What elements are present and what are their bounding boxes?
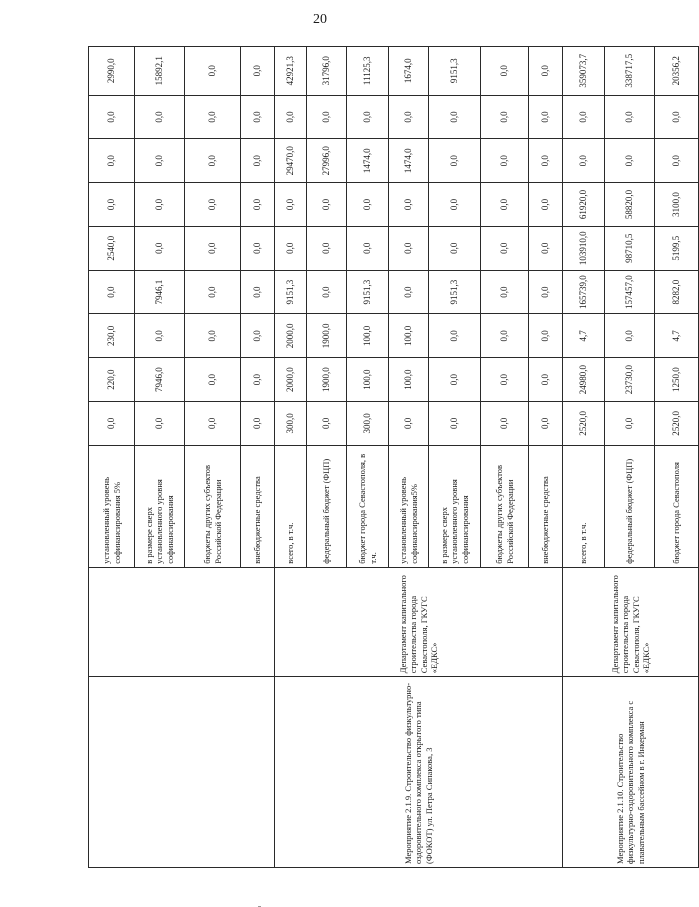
- year-value-cell: 0,0: [429, 402, 481, 446]
- funding-source: внебюджетные средства: [529, 445, 563, 567]
- total-cell: 15892,1: [135, 47, 185, 96]
- year-value-cell: 3100,0: [655, 183, 699, 227]
- year-value-cell: 0,0: [241, 402, 275, 446]
- year-value-cell: 0,0: [429, 139, 481, 183]
- year-value-cell: 0,0: [135, 226, 185, 270]
- year-value-cell: 0,0: [241, 226, 275, 270]
- measure-executor: Департамент капитального строительства города Севастополя, ГКУГС «ЕДКС»: [275, 567, 563, 676]
- year-value-cell: 220,0: [89, 358, 135, 402]
- year-value-cell: 165739,0: [563, 270, 605, 314]
- year-value-cell: 98710,5: [605, 226, 655, 270]
- total-cell: 0,0: [529, 47, 563, 96]
- total-cell: 0,0: [185, 47, 241, 96]
- year-value-cell: 0,0: [529, 402, 563, 446]
- year-value-cell: 0,0: [655, 95, 699, 139]
- year-value-cell: 9151,3: [347, 270, 389, 314]
- year-value-cell: 4,7: [563, 314, 605, 358]
- year-value-cell: 0,0: [529, 95, 563, 139]
- year-value-cell: 0,0: [605, 402, 655, 446]
- year-value-cell: 2540,0: [89, 226, 135, 270]
- total-cell: 20356,2: [655, 47, 699, 96]
- year-value-cell: 0,0: [481, 226, 529, 270]
- year-value-cell: 5199,5: [655, 226, 699, 270]
- year-value-cell: 0,0: [605, 314, 655, 358]
- year-value-cell: 0,0: [429, 314, 481, 358]
- year-value-cell: 0,0: [185, 139, 241, 183]
- year-value-cell: 0,0: [241, 95, 275, 139]
- total-cell: 0,0: [241, 47, 275, 96]
- funding-source: бюджет города Севастополя, в т.ч.: [347, 445, 389, 567]
- year-value-cell: 8282,0: [655, 270, 699, 314]
- year-value-cell: 0,0: [185, 183, 241, 227]
- year-value-cell: 0,0: [481, 314, 529, 358]
- year-value-cell: 0,0: [89, 402, 135, 446]
- year-value-cell: 2000,0: [275, 358, 307, 402]
- funding-table: [88, 46, 699, 868]
- year-value-cell: 0,0: [481, 183, 529, 227]
- year-value-cell: 24980,0: [563, 358, 605, 402]
- year-value-cell: 1900,0: [307, 358, 347, 402]
- year-value-cell: 100,0: [347, 358, 389, 402]
- year-value-cell: 230,0: [89, 314, 135, 358]
- funding-source: в размере сверх установленного уровня софинансирования: [429, 445, 481, 567]
- funding-source: всего, в т.ч.: [275, 445, 307, 567]
- year-value-cell: 0,0: [605, 139, 655, 183]
- page-number: 20: [313, 12, 327, 27]
- year-value-cell: 2000,0: [275, 314, 307, 358]
- year-value-cell: 0,0: [241, 358, 275, 402]
- year-value-cell: 0,0: [389, 270, 429, 314]
- year-value-cell: 0,0: [529, 183, 563, 227]
- funding-source: бюджеты других субъектов Российской Федерации: [481, 445, 529, 567]
- total-cell: 359073,7: [563, 47, 605, 96]
- total-cell: 11125,3: [347, 47, 389, 96]
- year-value-cell: 100,0: [389, 314, 429, 358]
- year-value-cell: 0,0: [307, 270, 347, 314]
- year-value-cell: 0,0: [605, 95, 655, 139]
- year-value-cell: 100,0: [347, 314, 389, 358]
- total-cell: 42921,3: [275, 47, 307, 96]
- year-value-cell: 0,0: [135, 183, 185, 227]
- year-value-cell: 0,0: [307, 183, 347, 227]
- year-value-cell: 0,0: [241, 139, 275, 183]
- year-value-cell: 0,0: [481, 358, 529, 402]
- year-value-cell: 58820,0: [605, 183, 655, 227]
- year-value-cell: 157457,0: [605, 270, 655, 314]
- funding-source: в размере сверх установленного уровня софинансирования: [135, 445, 185, 567]
- year-value-cell: 0,0: [89, 95, 135, 139]
- year-value-cell: 0,0: [389, 95, 429, 139]
- year-value-cell: 0,0: [241, 183, 275, 227]
- total-cell: 31796,0: [307, 47, 347, 96]
- year-value-cell: 0,0: [275, 226, 307, 270]
- total-cell: 338717,5: [605, 47, 655, 96]
- year-value-cell: 0,0: [347, 226, 389, 270]
- measure-executor: [89, 567, 275, 676]
- year-value-cell: 0,0: [481, 139, 529, 183]
- funding-source: бюджеты других субъектов Российской Федерации: [185, 445, 241, 567]
- year-value-cell: 0,0: [481, 95, 529, 139]
- total-cell: 0,0: [481, 47, 529, 96]
- year-value-cell: 0,0: [529, 226, 563, 270]
- year-value-cell: 0,0: [89, 139, 135, 183]
- year-value-cell: 0,0: [389, 402, 429, 446]
- measure-name: Мероприятие 2.1.10. Строительство физкультурно-оздоровительного комплекса с плавательным бассейном в г. Инкерман: [563, 677, 699, 868]
- year-value-cell: 0,0: [529, 358, 563, 402]
- year-value-cell: 0,0: [185, 402, 241, 446]
- table-row: [563, 47, 605, 868]
- year-value-cell: 0,0: [185, 358, 241, 402]
- year-value-cell: 0,0: [307, 95, 347, 139]
- funding-source: федеральный бюджет (ФЦП): [307, 445, 347, 567]
- year-value-cell: 0,0: [307, 226, 347, 270]
- year-value-cell: 0,0: [529, 139, 563, 183]
- year-value-cell: 1474,0: [347, 139, 389, 183]
- year-value-cell: 1474,0: [389, 139, 429, 183]
- year-value-cell: 0,0: [347, 95, 389, 139]
- table-row: [275, 47, 307, 868]
- year-value-cell: 0,0: [481, 270, 529, 314]
- rotated-table-container: [88, 46, 682, 868]
- total-cell: 2990,0: [89, 47, 135, 96]
- year-value-cell: 0,0: [275, 95, 307, 139]
- year-value-cell: 0,0: [89, 270, 135, 314]
- year-value-cell: 61920,0: [563, 183, 605, 227]
- year-value-cell: 0,0: [529, 270, 563, 314]
- year-value-cell: 0,0: [135, 95, 185, 139]
- year-value-cell: 0,0: [481, 402, 529, 446]
- year-value-cell: 4,7: [655, 314, 699, 358]
- year-value-cell: 0,0: [563, 95, 605, 139]
- year-value-cell: 300,0: [275, 402, 307, 446]
- year-value-cell: 0,0: [135, 139, 185, 183]
- year-value-cell: 23730,0: [605, 358, 655, 402]
- year-value-cell: 0,0: [185, 314, 241, 358]
- total-cell: 9151,3: [429, 47, 481, 96]
- year-value-cell: 0,0: [275, 183, 307, 227]
- measure-name: Мероприятие 2.1.9. Строительство физкультурно-оздоровительного комплекса открытого типа (ФОКОТ) ул. Петра Сипакова, 3: [275, 677, 563, 868]
- year-value-cell: 0,0: [563, 139, 605, 183]
- year-value-cell: 0,0: [389, 183, 429, 227]
- year-value-cell: 2520,0: [563, 402, 605, 446]
- year-value-cell: 0,0: [429, 358, 481, 402]
- year-value-cell: 0,0: [429, 183, 481, 227]
- year-value-cell: 0,0: [241, 314, 275, 358]
- year-value-cell: 0,0: [307, 402, 347, 446]
- measure-name: [89, 677, 275, 868]
- funding-source: федеральный бюджет (ФЦП): [605, 445, 655, 567]
- year-value-cell: 0,0: [135, 314, 185, 358]
- year-value-cell: 1900,0: [307, 314, 347, 358]
- year-value-cell: 0,0: [529, 314, 563, 358]
- year-value-cell: 9151,3: [275, 270, 307, 314]
- year-value-cell: 0,0: [429, 226, 481, 270]
- year-value-cell: 100,0: [389, 358, 429, 402]
- year-value-cell: 7946,1: [135, 270, 185, 314]
- year-value-cell: 0,0: [241, 270, 275, 314]
- funding-source: бюджет города Севастополя: [655, 445, 699, 567]
- year-value-cell: 1250,0: [655, 358, 699, 402]
- year-value-cell: 29470,0: [275, 139, 307, 183]
- measure-executor: Департамент капитального строительства города Севастополя, ГКУГС «ЕДКС»: [563, 567, 699, 676]
- funding-source: установленный уровень софинансирования 5%: [89, 445, 135, 567]
- year-value-cell: 27996,0: [307, 139, 347, 183]
- year-value-cell: 9151,3: [429, 270, 481, 314]
- total-cell: 1674,0: [389, 47, 429, 96]
- funding-source: установленный уровень софинансирования5%: [389, 445, 429, 567]
- year-value-cell: 0,0: [347, 183, 389, 227]
- year-value-cell: 0,0: [185, 270, 241, 314]
- table-row: [89, 47, 135, 868]
- year-value-cell: 0,0: [655, 139, 699, 183]
- year-value-cell: 2520,0: [655, 402, 699, 446]
- year-value-cell: 300,0: [347, 402, 389, 446]
- year-value-cell: 7946,0: [135, 358, 185, 402]
- year-value-cell: 0,0: [185, 95, 241, 139]
- funding-source: всего, в т.ч.: [563, 445, 605, 567]
- year-value-cell: 0,0: [429, 95, 481, 139]
- year-value-cell: 0,0: [89, 183, 135, 227]
- year-value-cell: 0,0: [389, 226, 429, 270]
- year-value-cell: 0,0: [185, 226, 241, 270]
- funding-source: внебюджетные средства: [241, 445, 275, 567]
- year-value-cell: 103910,0: [563, 226, 605, 270]
- year-value-cell: 0,0: [135, 402, 185, 446]
